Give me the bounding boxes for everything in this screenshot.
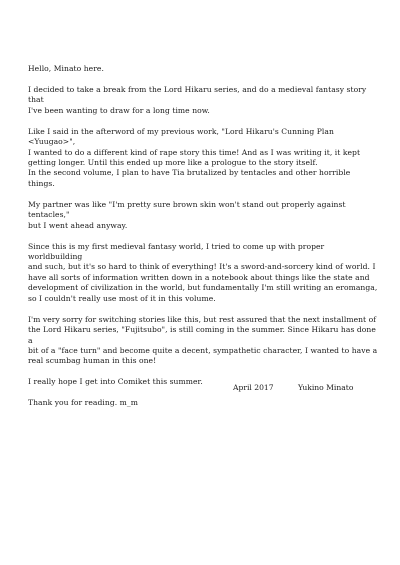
paragraph-break-from-series: I decided to take a break from the Lord Hikaru series, and do a medieval fantasy story that I've been wanting to draw for a long time now.: [28, 85, 367, 115]
letter-body: [28, 64, 378, 419]
paragraph-partner: My partner was like "I'm pretty sure brown skin won't stand out properly against tentacles," but I went ahead anyway.: [28, 199, 346, 230]
greeting: Hello, Minato here.: [28, 64, 104, 73]
paragraph-worldbuilding: Since this is my first medieval fantasy world, I tried to come up with proper worldbuilding and such, but it's so hard to think of everything! It's a sword-and-sorcery kind of world. I have all sorts of information written down in a notebook about things like the state and development of civilization in the world, but fundamentally I'm still writing an eromanga, so I couldn't really use most of it in this volume.: [28, 241, 378, 303]
paragraph-apology: I'm very sorry for switching stories like this, but rest assured that the next installment of the Lord Hikaru series, "Fujitsubo", is still coming in the summer. Since Hikaru has done a bit of a "face turn" and become quite a decent, sympathetic character, I wanted to have a real scumbag human in this one!: [28, 314, 378, 366]
paragraph-previous-work: Like I said in the afterword of my previous work, "Lord Hikaru's Cunning Plan <Yuugao>", I wanted to do a different kind of rape story this time! And as I was writing it, it kept getting longer. Until this ended up more like a prologue to the story itself. In the second volume, I plan to have Tia brutalized by tentacles and other horrible things.: [28, 126, 361, 188]
signature-line: [233, 383, 393, 393]
author-name: Yukino Minato: [298, 383, 354, 392]
paragraph-comiket: I really hope I get into Comiket this summer.: [28, 377, 203, 387]
paragraph-thanks: Thank you for reading. m_m: [28, 398, 139, 408]
letter-date: April 2017: [233, 383, 274, 392]
